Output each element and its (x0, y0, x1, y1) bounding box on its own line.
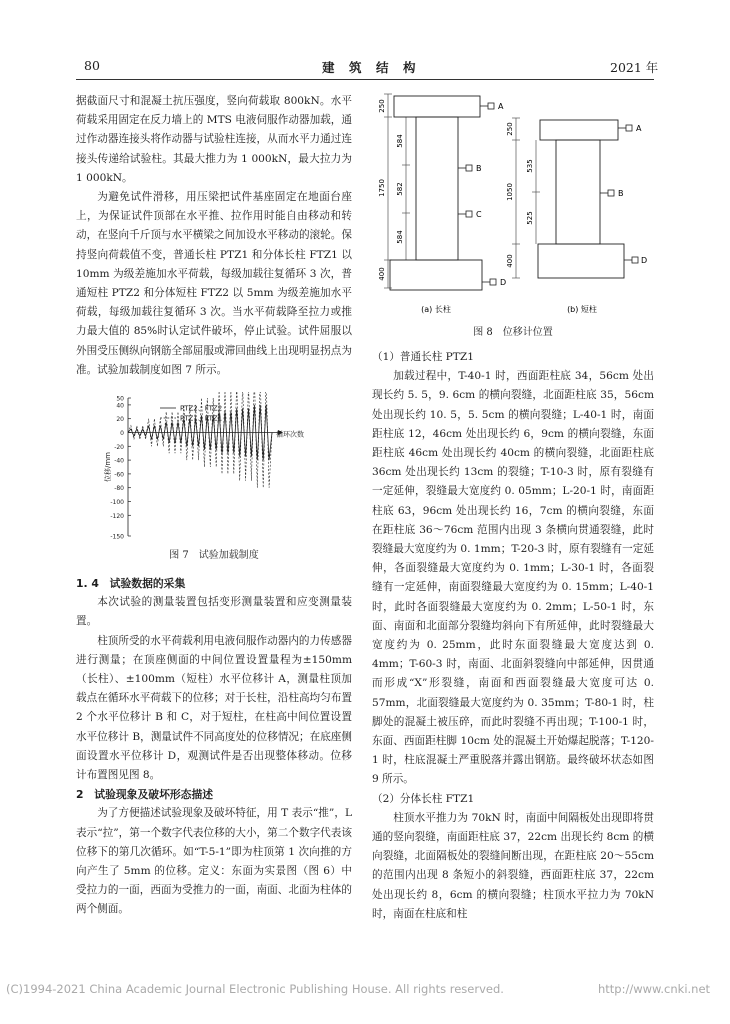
journal-year: 2021 年 (610, 60, 659, 75)
copyright-text: (C)1994-2021 China Academic Journal Electronic Publishing House. All rights reserved. (6, 982, 504, 996)
cnki-url: http://www.cnki.net (598, 982, 711, 996)
fig8-subcaption-short: (b) 短柱 (567, 305, 597, 314)
dim-short-250: 250 (506, 122, 514, 136)
fig8-caption: 图 8 位移计位置 (473, 327, 553, 338)
left-column-bottom (76, 574, 352, 920)
dim-long-400: 400 (378, 267, 386, 281)
dim-long-582: 582 (396, 182, 404, 196)
fig7-loading-chart (76, 392, 352, 542)
gauge-short-d: D (641, 256, 648, 265)
y-tick-label: 0 (120, 430, 124, 437)
dim-long-584b: 584 (396, 230, 404, 244)
dim-short-1050: 1050 (506, 183, 514, 201)
x-axis-label: 循环次数 (276, 430, 304, 439)
page-number: 80 (84, 58, 100, 73)
y-tick-label: -120 (110, 512, 124, 520)
left-column-top (76, 92, 352, 380)
dim-short-400: 400 (506, 254, 514, 268)
y-tick-label: 50 (116, 395, 124, 403)
paragraph-measurement: 本次试验的测量装置包括变形测量装置和应变测量装置。 (76, 596, 352, 628)
subsection-ptz1-title: （1）普通长柱 PTZ1 (372, 351, 474, 363)
y-tick-label: -60 (114, 471, 124, 479)
dim-short-525: 525 (526, 211, 534, 225)
gauge-long-a: A (498, 102, 504, 111)
y-tick-label: -20 (114, 443, 124, 451)
paragraph-notation: 为了方便描述试验现象及破坏特征，用 T 表示“推”，L 表示“拉”，第一个数字代表位移的大小，第二个数字代表该位移下的第几次循环。如“T-5-1”即为柱顶第 1 次向推的方向产生了 5mm 的位移。定义：东面为实景图（图 6）中受拉力的一面，西面为受推力的一面，南面、北面为柱体的两个侧面。 (76, 807, 352, 916)
gauge-short-b: B (618, 189, 624, 198)
right-column-text (372, 348, 654, 924)
y-tick-label: -100 (110, 499, 124, 506)
fig8-short-column (506, 118, 647, 278)
section-2-title: 2 试验现象及破坏形态描述 (76, 788, 214, 802)
y-tick-label: -40 (114, 457, 124, 465)
paragraph-ptz1: 加载过程中，T-40-1 时，西面距柱底 34，56cm 处出现长约 5. 5，9. 6cm 的横向裂缝，北面距柱底 35，56cm 处出现长约 10. 5，5. 5cm 的横向裂缝；L-40-1 时，南面距柱底 12，46cm 处出现长约 6，9cm 的横向裂缝，东面距柱底 46cm 处出现长约 40cm 的横向裂缝，北面距柱底 36cm 处出现长约 13cm 的裂缝；T-10-3 时，原有裂缝有一定延伸，裂缝最大宽度约 0. 05mm；L-20-1 时，南面距柱底 63，96cm 处出现长约 16，7cm 的横向裂缝，东面在距柱底 36～76cm 范围内出现 3 条横向贯通裂缝，此时裂缝最大宽度约为 0. 1mm；T-20-3 时，原有裂缝有一定延伸，各面裂缝最大宽度约为 0. 1mm；L-30-1 时，各面裂缝有一定延伸，南面裂缝最大宽度约为 0. 15mm；L-40-1 时，此时各面裂缝最大宽度约为 0. 2mm；L-50-1 时，东面、南面和北面部分裂缝均斜向下有所延伸，此时裂缝最大宽度约为 0. 25mm，此时东面裂缝最大宽度达到 0. 4mm；T-60-3 时，南面、北面斜裂缝向中部延伸，因贯通而形成“X”形裂缝，南面和西面裂缝最大宽度可达 0. 57mm，北面裂缝最大宽度约为 0. 35mm；T-80-1 时，柱脚处的混凝土被压碎，而此时裂缝不再出现；T-100-1 时，东面、西面距柱脚 10cm 处的混凝土开始爆起脱落；T-120-1 时，柱底混凝土严重脱落并露出钢筋。最终破坏状态如图 9 所示。 (372, 370, 654, 786)
paragraph-anti-slip: 为避免试件滑移，用压梁把试件基座固定在地面台座上，为保证试件顶部在水平推、拉作用时能自由移动和转动，在竖向千斤顶与水平横梁之间加设水平移动的滚轮。保持竖向荷载值不变，普通长柱 PTZ1 和分体长柱 FTZ1 以 10mm 为级差施加水平荷载，每级加载往复循环 3 次，普通短柱 PTZ2 和分体短柱 FTZ2 以 5mm 为级差施加水平荷载，每级加载往复循环 3 次。当水平荷载降至拉力或推力最大值的 85%时认定试件破坏，停止试验。试件屈服以外围受压侧纵向钢筋全部屈服或滞回曲线上出现明显拐点为准。试验加载制度如图 7 所示。 (76, 191, 352, 376)
dim-long-250: 250 (378, 99, 386, 113)
subsection-ftz1-title: （2）分体长柱 FTZ1 (372, 792, 475, 805)
paragraph-ftz1: 柱顶水平推力为 70kN 时，南面中间隔板处出现即将贯通的竖向裂缝，南面距柱底 37，22cm 出现长约 8cm 的横向裂缝，北面隔板处的裂缝间断出现，在距柱底 20～55cm 的范围内出现 8 条短小的斜裂缝，西面距柱底 37，22cm 处出现长约 8，6cm 的横向裂缝；柱顶水平拉力为 70kN 时，南面在柱底和柱 (372, 811, 654, 920)
section-1-4-title: 1. 4 试验数据的采集 (76, 577, 186, 590)
gauge-long-c: C (476, 210, 482, 219)
y-tick-label: 20 (116, 416, 124, 424)
fig8-subcaption-long: (a) 长柱 (421, 305, 451, 314)
legend-label-1: PTZ1、FTZ1 (180, 414, 223, 423)
fig8-gauge-layout (372, 88, 654, 320)
gauge-short-a: A (636, 124, 642, 133)
journal-name: 建 筑 结 构 (322, 60, 417, 75)
legend-label-0: PTZ2、FTZ2 (180, 404, 223, 413)
gauge-long-b: B (476, 164, 482, 173)
y-axis-label: 位移/mm (104, 452, 112, 482)
gauge-long-d: D (500, 278, 507, 287)
paragraph-loading: 据截面尺寸和混凝土抗压强度，竖向荷载取 800kN。水平荷载采用固定在反力墙上的 MTS 电液伺服作动器加载，通过作动器连接头将作动器与试验柱连接，从而水平力通过连接头传递给试验柱。其最大推力为 1 000kN，最大拉力为 1 000kN。 (76, 95, 352, 184)
y-tick-label: 40 (116, 402, 124, 410)
fig7-caption: 图 7 试验加载制度 (169, 550, 259, 561)
dim-long-584a: 584 (396, 134, 404, 148)
dim-long-1750: 1750 (378, 179, 386, 197)
header-rule (76, 79, 654, 80)
dim-short-535: 535 (526, 159, 534, 173)
y-tick-label: -80 (114, 485, 124, 493)
y-tick-label: -150 (110, 533, 124, 541)
fig8-long-column (378, 94, 506, 290)
chart-legend (160, 405, 222, 423)
paragraph-gauges: 柱顶所受的水平荷载利用电液伺服作动器内的力传感器进行测量；在顶座侧面的中间位置设置量程为±150mm（长柱）、±100mm（短柱）水平位移计 A，测量柱顶加载点在循环水平荷载下的位移；对于长柱，沿柱高均匀布置 2 个水平位移计 B 和 C，对于短柱，在柱高中间位置设置水平位移计 B，测量试件不同高度处的位移情况；在底座侧面设置水平位移计 D，观测试件是否出现整体移动。位移计布置图见图 8。 (76, 634, 352, 782)
